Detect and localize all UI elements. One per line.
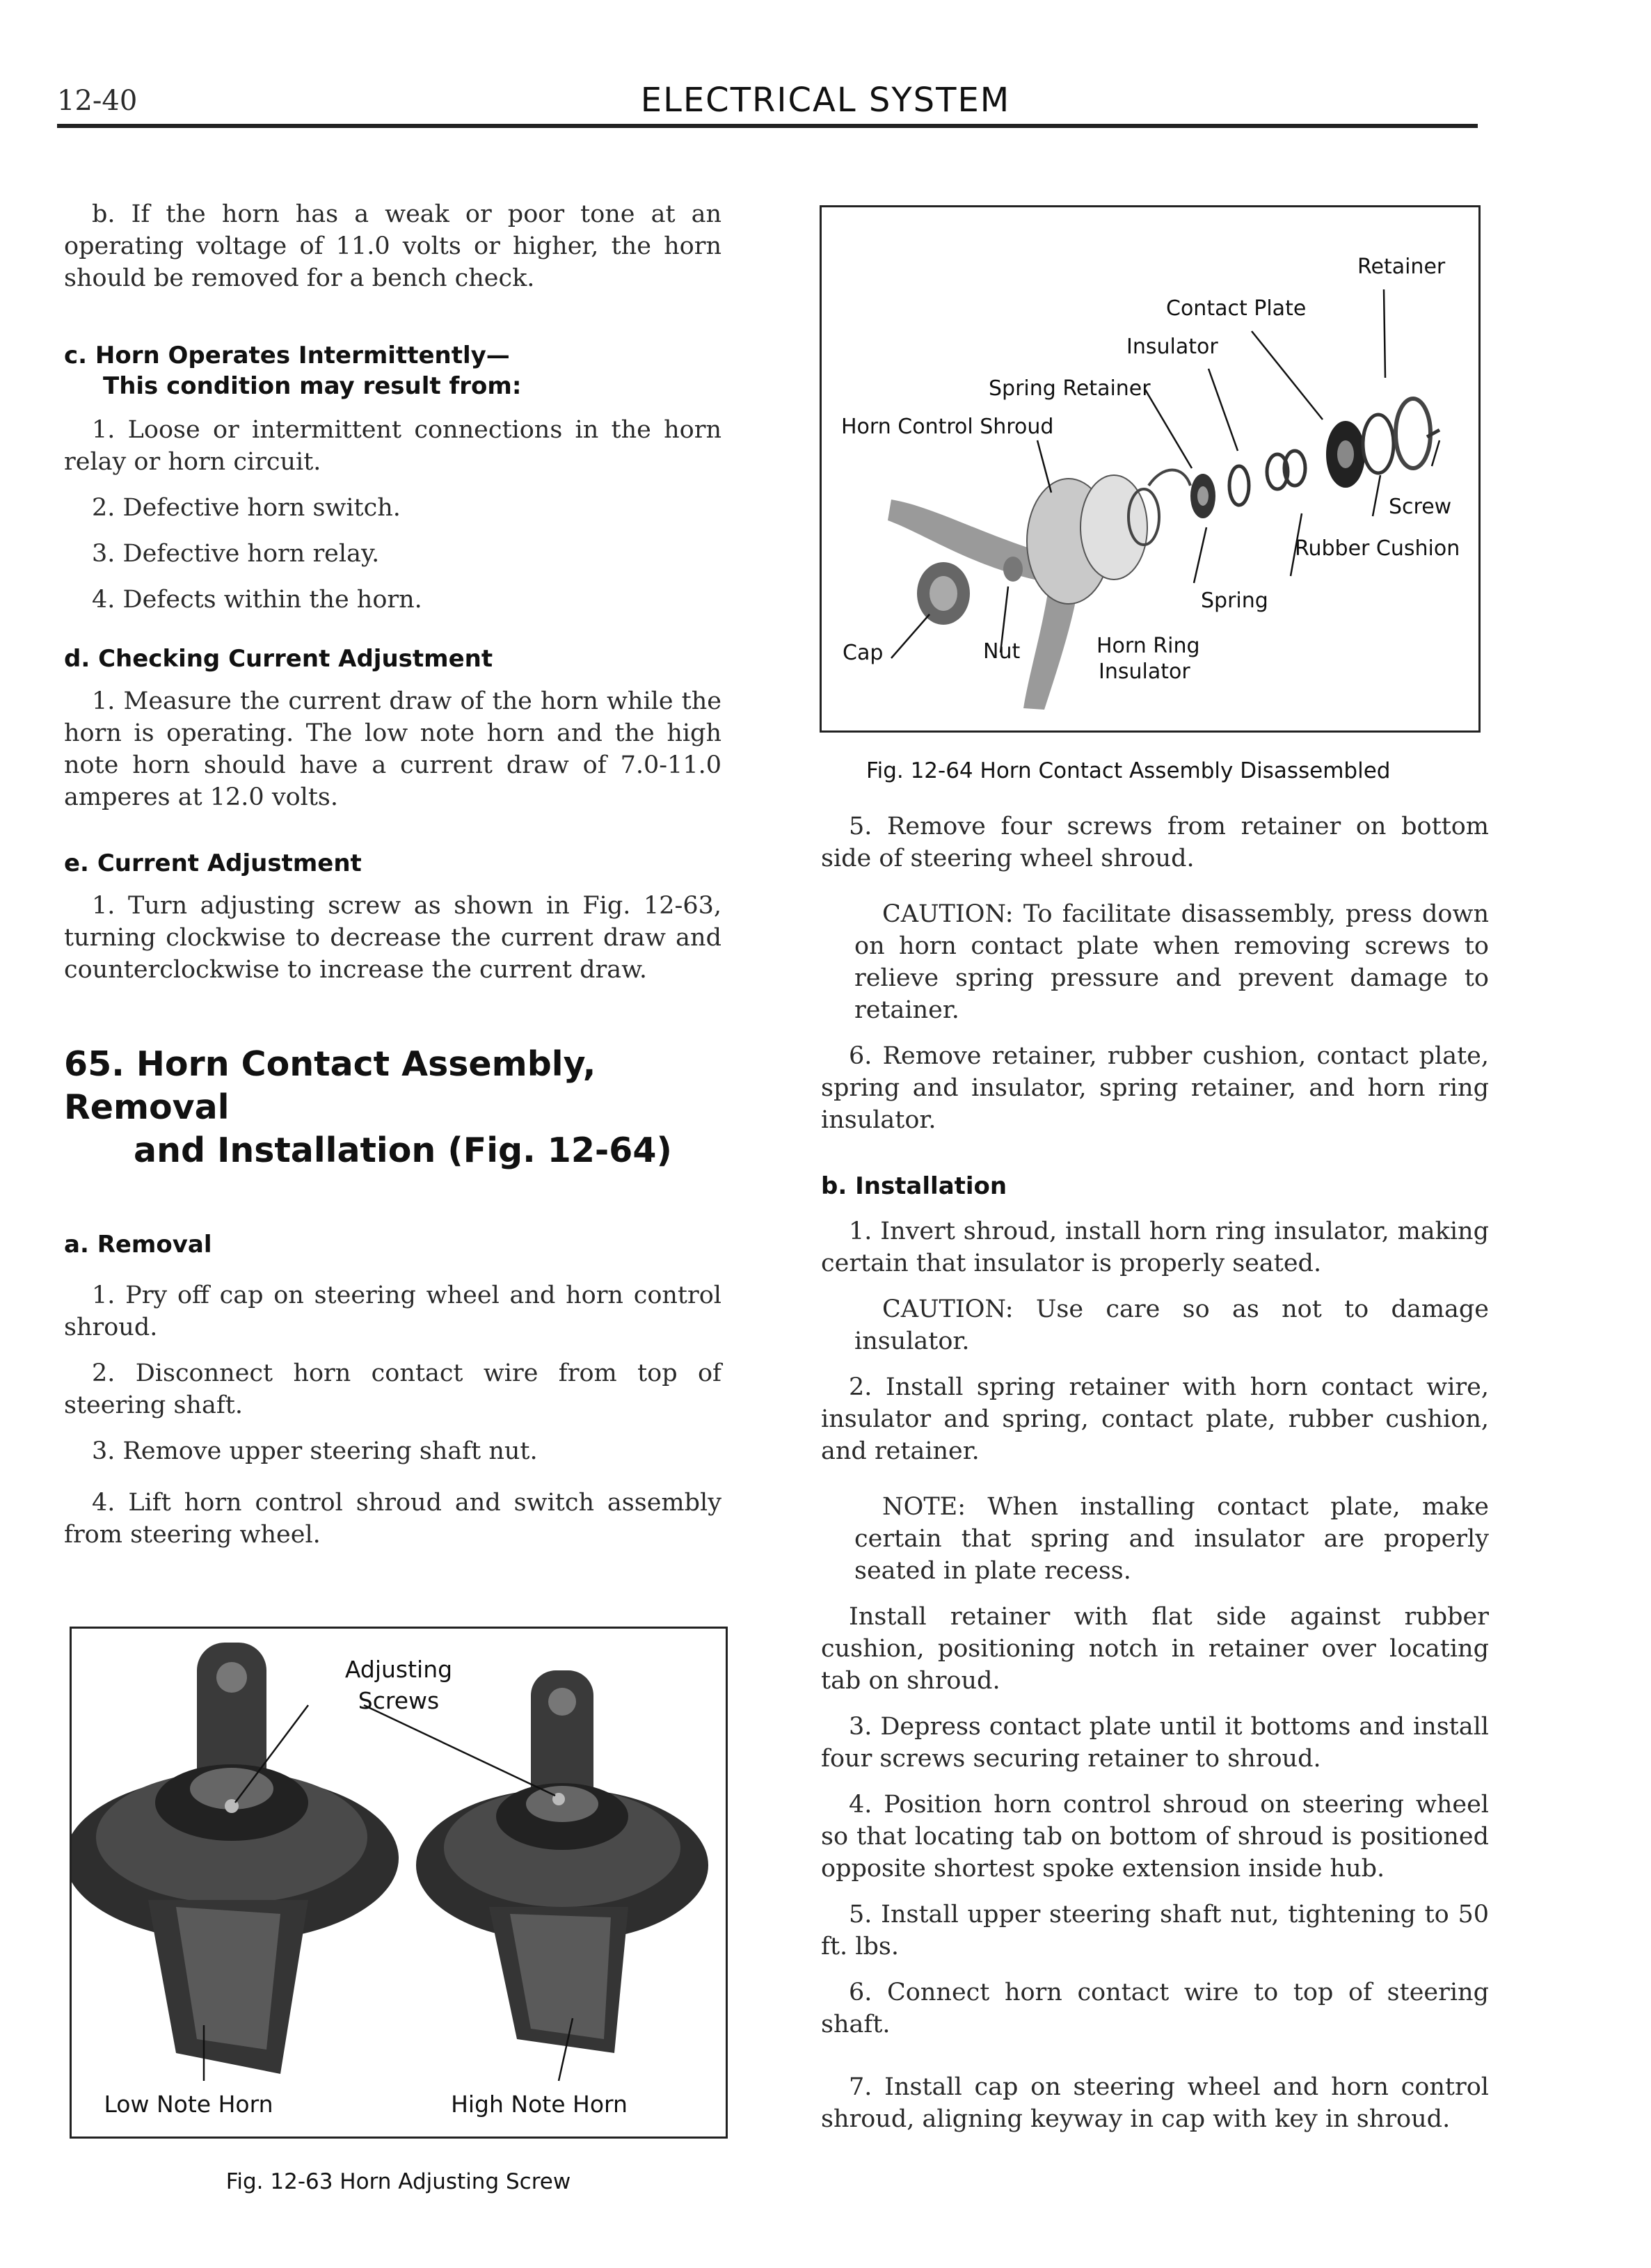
install-item-6: 6. Connect horn contact wire to top of steering shaft. <box>821 1979 1489 2038</box>
caution-insulator: CAUTION: Use care so as not to damage insulator. <box>854 1295 1489 1355</box>
adjusting-leader-right <box>364 1705 555 1796</box>
caution-disassembly: CAUTION: To facilitate disassembly, press down on horn contact plate when removing screws to relieve spring pressure and prevent damage to retainer. <box>854 900 1489 1024</box>
section-title-line2: and Installation (Fig. 12-64) <box>134 1131 672 1170</box>
fig-12-64-caption: Fig. 12-64 Horn Contact Assembly Disassembled <box>866 758 1391 783</box>
e-heading: e. Current Adjustment <box>64 849 362 877</box>
d-item-1: 1. Measure the current draw of the horn while the horn is operating. The low note horn and the high note horn should have a current draw of 7.0-11.0 amperes at 12.0 volts. <box>64 687 721 811</box>
c-item-1: 1. Loose or intermittent connections in the horn relay or horn circuit. <box>64 416 721 476</box>
b-paragraph: b. If the horn has a weak or poor tone at an operating voltage of 11.0 volts or higher, the horn should be removed for a bench check. <box>64 200 721 292</box>
low-note-horn-illustration <box>72 1643 399 2074</box>
install-retainer-para: Install retainer with flat side against rubber cushion, positioning notch in retainer over locating tab on shroud. <box>821 1603 1489 1695</box>
label-cap: Cap <box>843 641 884 665</box>
a-item-4: 4. Lift horn control shroud and switch assembly from steering wheel. <box>64 1489 721 1549</box>
figure-12-63 <box>70 1627 728 2139</box>
c-item-3: 3. Defective horn relay. <box>92 540 380 568</box>
figure-12-64 <box>820 205 1481 733</box>
install-item-7: 7. Install cap on steering wheel and horn control shroud, aligning keyway in cap with key in shroud. <box>821 2073 1489 2133</box>
label-screw: Screw <box>1389 495 1452 519</box>
a-item-2: 2. Disconnect horn contact wire from top of steering shaft. <box>64 1359 721 1419</box>
label-low-note-horn: Low Note Horn <box>104 2091 273 2118</box>
label-retainer: Retainer <box>1357 255 1446 279</box>
a-item-1: 1. Pry off cap on steering wheel and horn control shroud. <box>64 1281 721 1341</box>
install-item-2: 2. Install spring retainer with horn contact wire, insulator and spring, contact plate, rubber cushion, and retainer. <box>821 1373 1489 1465</box>
c-item-4: 4. Defects within the horn. <box>92 586 422 614</box>
horn-contact-exploded-view <box>822 207 1478 730</box>
install-item-3: 3. Depress contact plate until it bottoms and install four screws securing retainer to shroud. <box>821 1713 1489 1773</box>
label-spring: Spring <box>1201 589 1268 613</box>
label-rubber-cushion: Rubber Cushion <box>1295 536 1460 561</box>
c-item-2: 2. Defective horn switch. <box>92 494 401 522</box>
horn-photo <box>72 1629 726 2137</box>
label-horn-ring-insulator: Insulator <box>1099 660 1190 684</box>
d-heading: d. Checking Current Adjustment <box>64 645 493 673</box>
c-heading-line2: This condition may result from: <box>103 372 522 400</box>
label-nut: Nut <box>983 639 1021 664</box>
section-title: 65. Horn Contact Assembly, Removal <box>64 1044 596 1127</box>
a-heading: a. Removal <box>64 1231 212 1259</box>
label-screws: Screws <box>358 1687 440 1714</box>
header-rule <box>57 124 1478 128</box>
e-item-1: 1. Turn adjusting screw as shown in Fig. 12-63, turning clockwise to decrease the current draw and counterclockwise to increase the current draw. <box>64 892 721 984</box>
page-number: 12-40 <box>57 85 138 117</box>
fig-12-63-caption: Fig. 12-63 Horn Adjusting Screw <box>225 2169 571 2194</box>
label-high-note-horn: High Note Horn <box>451 2091 628 2118</box>
install-item-1: 1. Invert shroud, install horn ring insulator, making certain that insulator is properly seated. <box>821 1217 1489 1277</box>
note-contact-plate: NOTE: When installing contact plate, make certain that spring and insulator are properly seated in plate recess. <box>854 1493 1489 1585</box>
running-head: ELECTRICAL SYSTEM <box>640 81 1011 120</box>
label-horn-ring: Horn Ring <box>1096 634 1200 658</box>
label-contact-plate: Contact Plate <box>1166 296 1307 321</box>
a-item-3: 3. Remove upper steering shaft nut. <box>92 1437 538 1465</box>
label-adjusting: Adjusting <box>344 1656 453 1683</box>
install-item-5: 5. Install upper steering shaft nut, tightening to 50 ft. lbs. <box>821 1901 1489 1960</box>
removal-item-6: 6. Remove retainer, rubber cushion, contact plate, spring and insulator, spring retainer, and horn ring insulator. <box>821 1042 1489 1134</box>
c-heading: c. Horn Operates Intermittently— <box>64 342 510 369</box>
label-horn-control-shroud: Horn Control Shroud <box>841 415 1054 439</box>
label-insulator: Insulator <box>1126 335 1218 359</box>
high-note-horn-illustration <box>416 1670 708 2053</box>
left-column <box>64 198 721 1551</box>
right-column <box>821 810 1489 2135</box>
removal-item-5: 5. Remove four screws from retainer on bottom side of steering wheel shroud. <box>821 813 1489 872</box>
label-spring-retainer: Spring Retainer <box>989 376 1151 401</box>
b-installation-heading: b. Installation <box>821 1172 1007 1200</box>
install-item-4: 4. Position horn control shroud on steering wheel so that locating tab on bottom of shroud is positioned opposite shortest spoke extension inside hub. <box>821 1791 1489 1883</box>
